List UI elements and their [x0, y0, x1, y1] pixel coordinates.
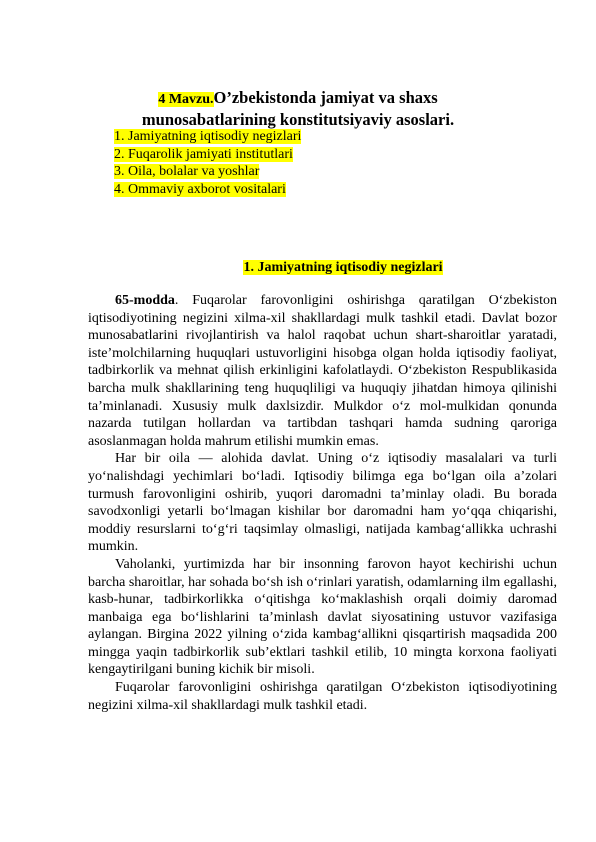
paragraph-text: Vaholanki, yurtimizda har bir insonning farovon hayot kechirishi uchun barcha sharoitlar, har sohada bo‘sh ish o‘rinlari yaratish, odamlarning ilm egallashi, kasb-hunar, tadbirkorlikka o‘qitishga ko‘maklashish orqali doimiy daromad manbaiga ega bo‘lishlarini ta’minlash davlat siyosatining ustuvor vazifasiga aylangan. Birgina 2022 yilning o‘zida kambag‘allikni qisqartirish maqsadida 200 mingga yaqin tadbirkorlik sub’ektlari tashkil etilib, 10 mingta korxona faoliyati kengaytirilgani buning kichik bir misoli. — [88, 556, 557, 678]
document-title — [88, 88, 508, 130]
table-of-contents — [114, 128, 301, 198]
paragraph — [88, 556, 557, 679]
paragraph — [88, 679, 557, 714]
section-heading-text: 1. Jamiyatning iqtisodiy negizlari — [243, 260, 443, 275]
paragraph-text: Har bir oila — alohida davlat. Uning o‘z iqtisodiy masalalari va turli yo‘nalishdagi yechimlari bo‘ladi. Iqtisodiy bilimga ega bo‘lgan oila a’zolari turmush farovonligini oshirib, yuqori daromadni ta’minlay oladi. Bu borada savodxonligi yetarli bo‘lmagan kishilar bor daromadni ham yo‘qqa chiqarishi, moddiy resurslarni to‘g‘ri taqsimlay olmasligi, natijada kambag‘allikka uchrashi mumkin. — [88, 451, 557, 555]
paragraph-text: Fuqarolar farovonligini oshirishga qaratilgan O‘zbekiston iqtisodiyotining negizini xilma-xil shakllardagi mulk tashkil etadi. — [88, 680, 557, 713]
section-heading — [0, 259, 596, 277]
title-line-2: munosabatlarining konstitutsiyaviy asoslari. — [141, 110, 455, 129]
topic-label: 4 Mavzu. — [158, 92, 214, 107]
toc-item: 3. Oila, bolalar va yoshlar — [114, 164, 260, 179]
article-number: 65-modda — [115, 293, 175, 308]
title-line-1: O’zbekistonda jamiyat va shaxs — [213, 88, 438, 107]
toc-item: 2. Fuqarolik jamiyati institutlari — [114, 146, 293, 162]
body-text — [88, 292, 557, 714]
toc-item: 4. Ommaviy axborot vositalari — [114, 181, 286, 197]
paragraph-text: . Fuqarolar farovonligini oshirishga qaratilgan O‘zbekiston iqtisodiyotining negizini xilma-xil shakllardagi mulk tashkil etadi. Davlat bozor munosabatlarini rivojlantirish va halol raqobat uchun shart-sharoitlar yaratadi, iste’molchilarning huquqlari ustuvorligini hisobga olgan holda iqtisodiy faoliyat, tadbirkorlik va mehnat qilish erkinligini kafolatlaydi. O‘zbekiston Respublikasida barcha mulk shakllarining teng huquqliligi va huquqiy jihatdan himoya qilinishi ta’minlanadi. Xususiy mulk daxlsizdir. Mulkdor o‘z mol-mulkidan qonunda nazarda tutilgan hollardan va tartibdan tashqari hamda sudning qaroriga asoslanmagan holda mahrum etilishi mumkin emas. — [88, 293, 557, 449]
toc-item: 1. Jamiyatning iqtisodiy negizlari — [114, 129, 302, 144]
paragraph — [88, 292, 557, 450]
paragraph — [88, 450, 557, 556]
